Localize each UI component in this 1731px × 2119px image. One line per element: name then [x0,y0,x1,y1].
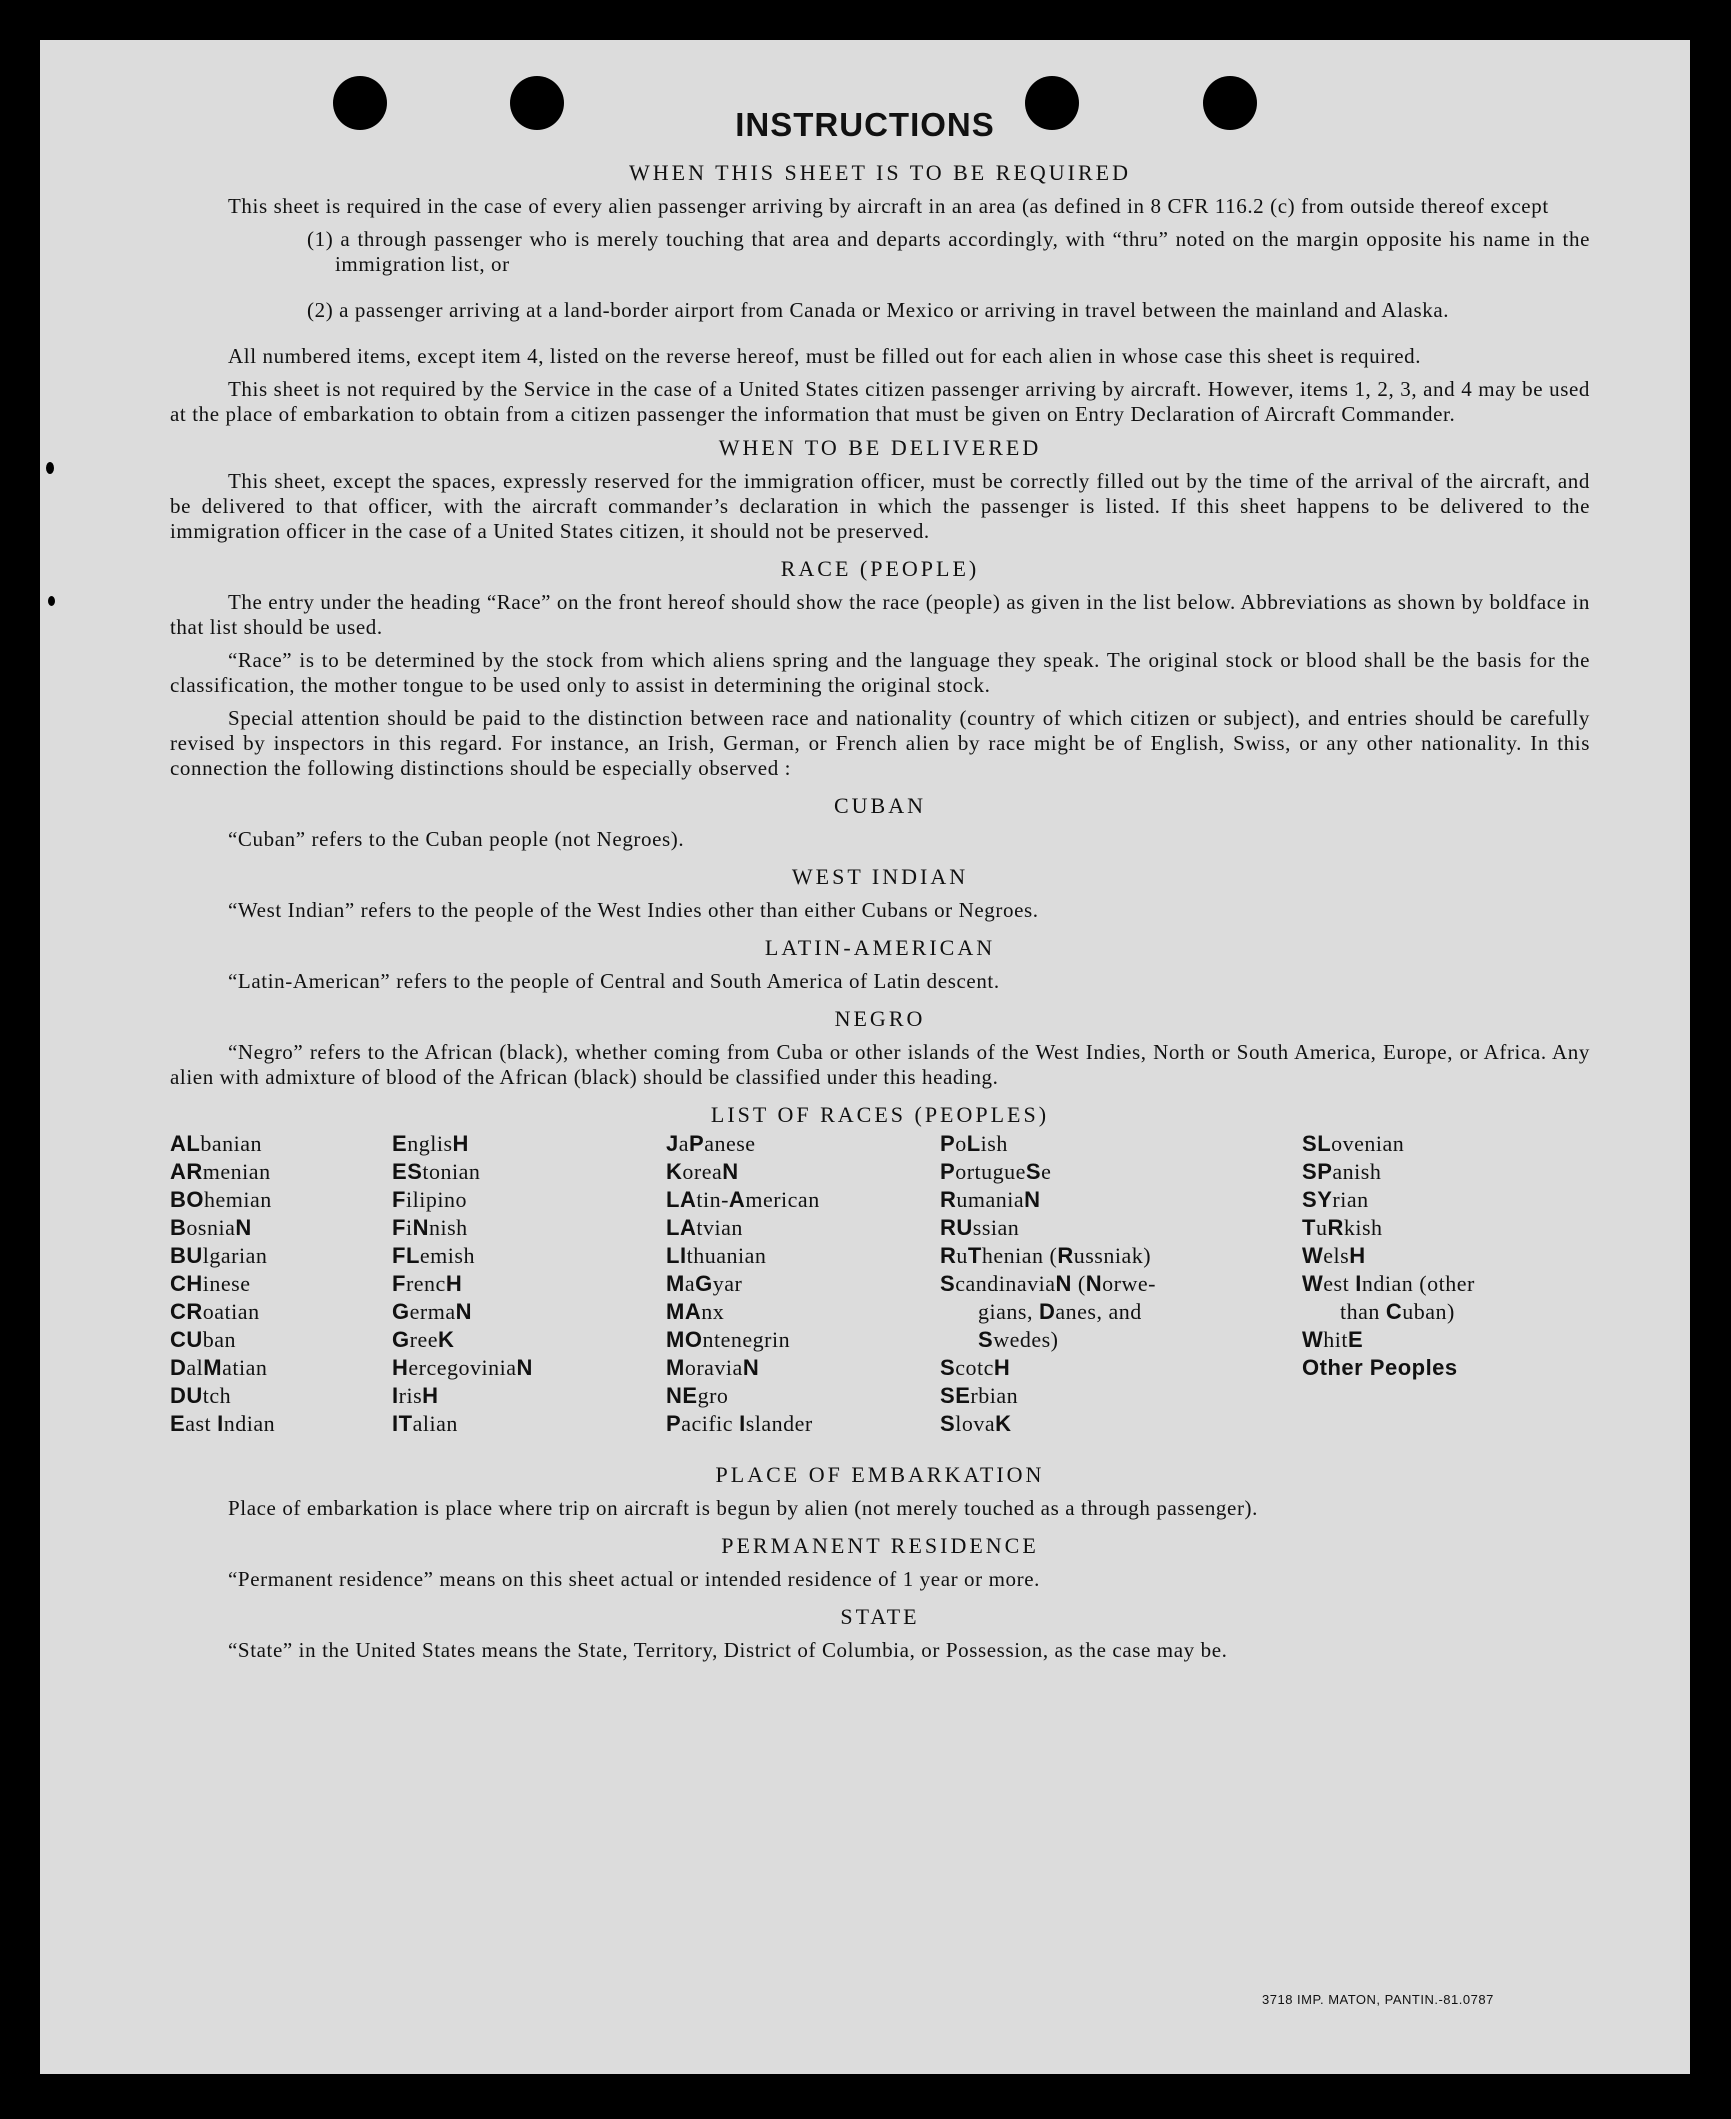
race-item: MAnx [666,1299,725,1324]
race-item: LAtin-American [666,1187,820,1212]
race-item: ITalian [392,1411,458,1436]
race-item: FiNnish [392,1215,468,1240]
section-heading: PERMANENT RESIDENCE [721,1533,1039,1558]
race-item: Other Peoples [1302,1355,1458,1380]
race-item: GreeK [392,1327,455,1352]
race-item: BOhemian [170,1187,272,1212]
paragraph: “Negro” refers to the African (black), whether coming from Cuba or other islands of the West Indies, North or South America, Europe, or Africa. Any alien with admixture of blood of the African (black) should be classified under this heading. [170,1040,1590,1089]
race-item: ALbanian [170,1131,262,1156]
race-item: SErbian [940,1383,1019,1408]
printer-imprint: 3718 IMP. MATON, PANTIN.-81.0787 [1262,1992,1494,2007]
race-item: LAtvian [666,1215,743,1240]
race-item: HercegoviniaN [392,1355,533,1380]
race-item: IrisH [392,1383,439,1408]
ink-speck [48,596,55,606]
race-item: RuThenian (Russniak) [940,1243,1152,1268]
race-item: EnglisH [392,1131,469,1156]
section-heading: STATE [840,1604,920,1629]
paragraph: This sheet is not required by the Service in the case of a United States citizen passenger arriving by aircraft. However, items 1, 2, 3, and 4 may be used at the place of embarkation to obtain from a citizen passenger the information that must be given on Entry Declaration of Aircraft Commander. [170,377,1590,426]
race-item: KoreaN [666,1159,739,1184]
section-heading: CUBAN [833,793,926,818]
paragraph: Place of embarkation is place where trip on aircraft is begun by alien (not merely touched as a through passenger). [228,1496,1258,1520]
race-item: JaPanese [666,1131,756,1156]
paragraph: This sheet, except the spaces, expressly reserved for the immigration officer, must be correctly filled out by the time of the arrival of the aircraft, and be delivered to that officer, with the aircraft commander’s declaration in which the passenger is listed. If this sheet happens to be delivered to the immigration officer in the case of a United States citizen, it should not be preserved. [170,469,1590,543]
page-title: INSTRUCTIONS [735,106,995,143]
race-item: EStonian [392,1159,481,1184]
section-heading: RACE (PEOPLE) [780,556,980,581]
race-item: GermaN [392,1299,472,1324]
paragraph: “Permanent residence” means on this sheet actual or intended residence of 1 year or more. [228,1567,1041,1591]
race-item: PortugueSe [940,1159,1052,1184]
paragraph: This sheet is required in the case of every alien passenger arriving by aircraft in an area (as defined in 8 CFR 116.2 (c) from outside thereof except [228,194,1549,218]
race-item: Filipino [392,1187,467,1212]
paragraph: “Race” is to be determined by the stock from which aliens spring and the language they speak. The original stock or blood shall be the basis for the classification, the mother tongue to be used only to assist in determining the original stock. [170,648,1590,697]
race-item: SlovaK [940,1411,1012,1436]
race-item: MoraviaN [666,1355,760,1380]
instructions-body [170,158,1590,1663]
race-item: FrencH [392,1271,463,1296]
paragraph: “West Indian” refers to the people of the West Indies other than either Cubans or Negroes. [228,898,1039,922]
race-item: West Indian (other [1302,1271,1475,1296]
list-item: (1) a through passenger who is merely touching that area and departs accordingly, with “thru” noted on the margin opposite his name in the immigration list, or [307,227,1590,276]
race-item: MOntenegrin [666,1327,791,1352]
section-heading: LATIN-AMERICAN [764,935,996,960]
race-column [170,1130,275,1438]
race-item: SYrian [1302,1187,1369,1212]
section-heading: LIST OF RACES (PEOPLES) [710,1102,1050,1127]
paragraph: “Cuban” refers to the Cuban people (not Negroes). [228,827,685,851]
race-item: BosniaN [170,1215,252,1240]
race-item: than Cuban) [1340,1299,1455,1324]
race-item: East Indian [170,1411,276,1436]
race-item: Swedes) [978,1327,1059,1352]
race-item: MaGyar [666,1271,743,1296]
section-heading: NEGRO [834,1006,926,1031]
race-item: DalMatian [170,1355,268,1380]
race-item: WhitE [1302,1327,1364,1352]
section-heading: PLACE OF EMBARKATION [715,1462,1045,1487]
list-item: (2) a passenger arriving at a land-border airport from Canada or Mexico or arriving in travel between the mainland and Alaska. [307,298,1450,322]
race-list [170,1130,1590,1460]
race-item: CHinese [170,1271,251,1296]
race-item: SLovenian [1302,1131,1405,1156]
section-heading: WEST INDIAN [791,864,969,889]
race-item: DUtch [170,1383,232,1408]
race-item: ScandinaviaN (Norwe- [940,1271,1156,1296]
paragraph: The entry under the heading “Race” on the front hereof should show the race (people) as given in the list below. Abbreviations as shown by boldface in that list should be used. [170,590,1590,639]
race-item: RumaniaN [940,1187,1041,1212]
race-item: LIthuanian [666,1243,767,1268]
race-item: ScotcH [940,1355,1011,1380]
race-column [1302,1130,1475,1382]
race-item: Pacific Islander [666,1411,813,1436]
race-item: WelsH [1302,1243,1366,1268]
race-item: ARmenian [170,1159,271,1184]
race-item: gians, Danes, and [978,1299,1142,1324]
race-item: SPanish [1302,1159,1382,1184]
ink-speck [46,462,54,474]
paragraph: Special attention should be paid to the distinction between race and nationality (country of which citizen or subject), and entries should be carefully revised by inspectors in this regard. For instance, an Irish, German, or French alien by race might be of English, Swiss, or any other nationality. In this connection the following distinctions should be especially observed : [170,706,1590,780]
race-item: FLemish [392,1243,475,1268]
race-item: CUban [170,1327,237,1352]
race-column [666,1130,820,1438]
race-item: BUlgarian [170,1243,268,1268]
section-heading: WHEN THIS SHEET IS TO BE REQUIRED [629,160,1131,185]
race-item: PoLish [940,1131,1008,1156]
race-item: TuRkish [1302,1215,1383,1240]
document-page [40,40,1690,2074]
race-column [392,1130,533,1438]
paragraph: “State” in the United States means the State, Territory, District of Columbia, or Possession, as the case may be. [228,1638,1228,1662]
paragraph: All numbered items, except item 4, listed on the reverse hereof, must be filled out for each alien in whose case this sheet is required. [228,344,1422,368]
paragraph: “Latin-American” refers to the people of Central and South America of Latin descent. [228,969,1000,993]
section-heading: WHEN TO BE DELIVERED [718,435,1042,460]
race-column [940,1130,1156,1438]
race-item: NEgro [666,1383,729,1408]
race-item: RUssian [940,1215,1020,1240]
race-item: CRoatian [170,1299,260,1324]
